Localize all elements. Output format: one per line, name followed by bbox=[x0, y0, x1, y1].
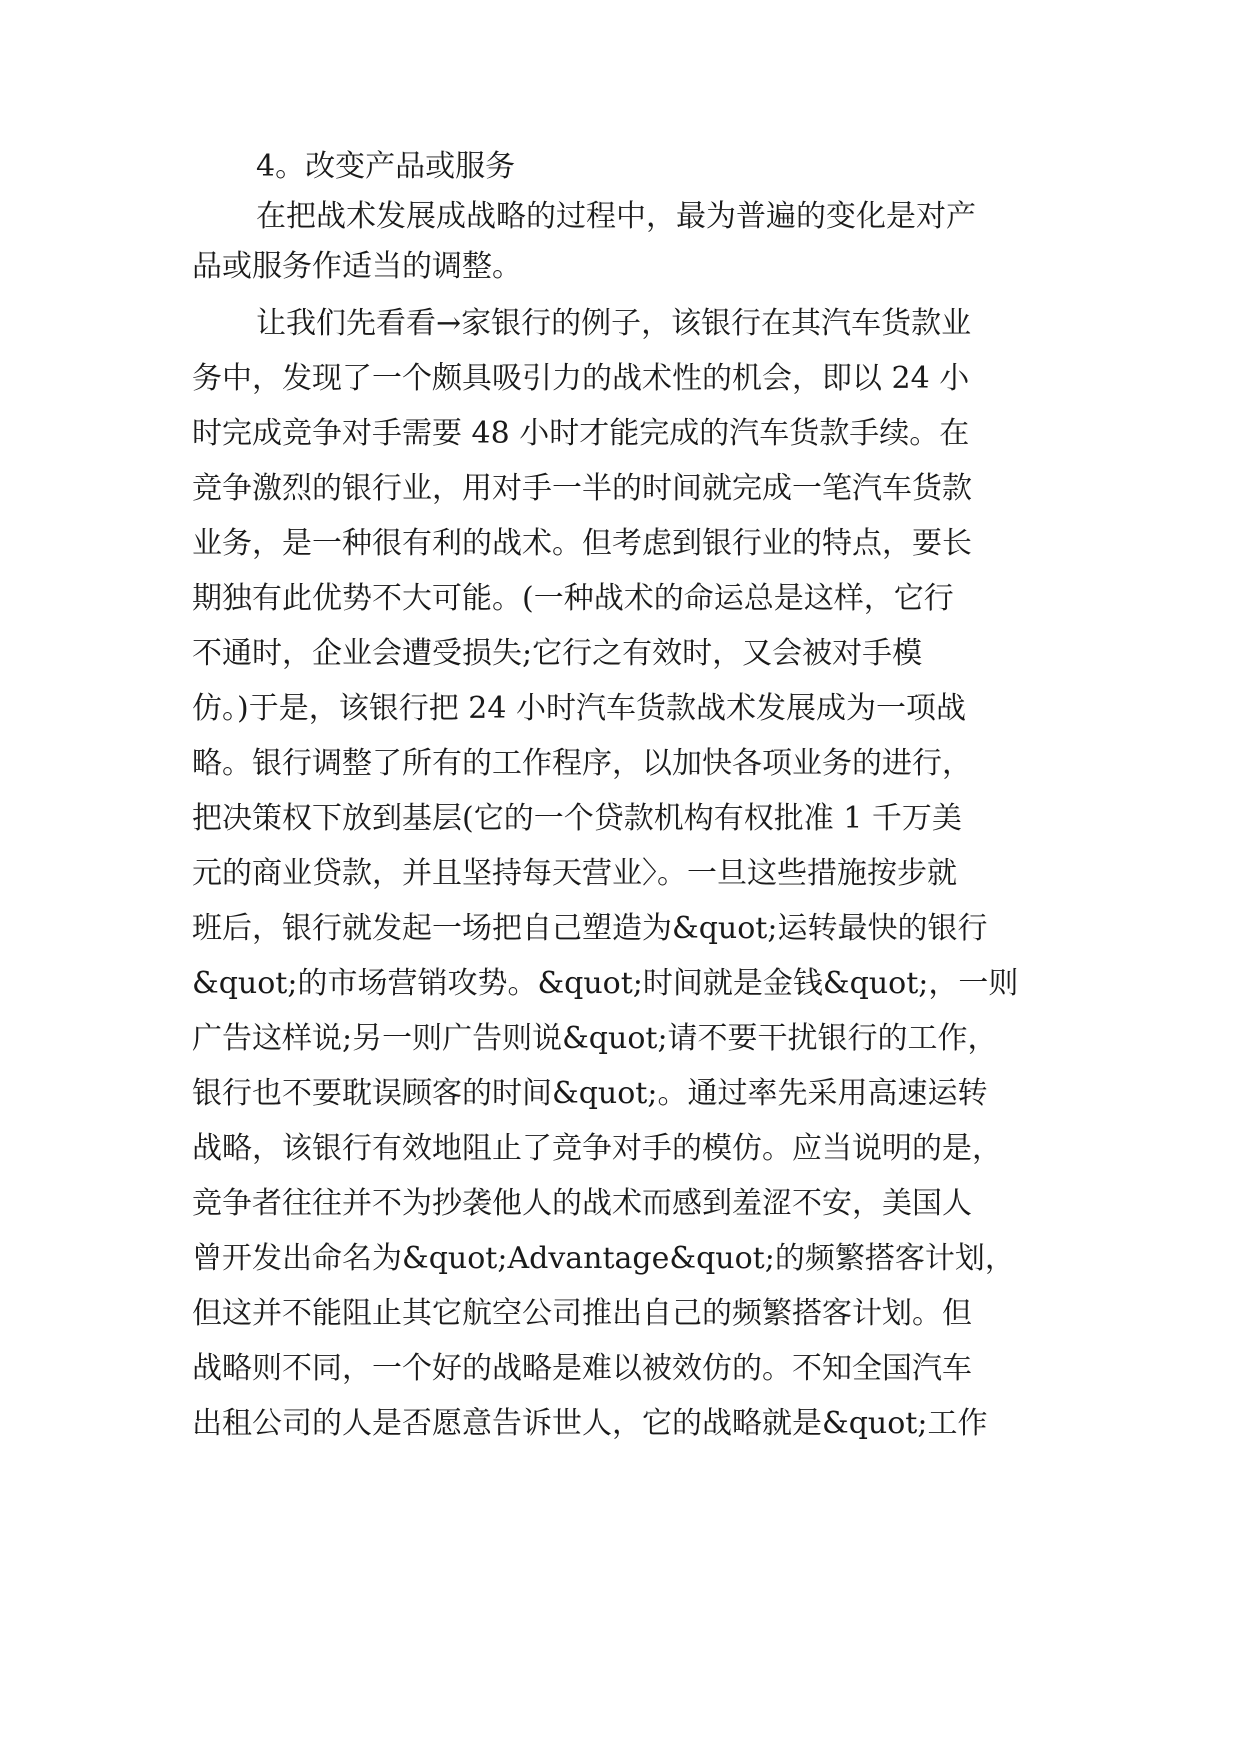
paragraph-line: 期独有此优势不大可能。(一种战术的命运总是这样，它行 bbox=[192, 581, 954, 616]
paragraph-line: 略。银行调整了所有的工作程序，以加快各项业务的进行， bbox=[192, 746, 972, 781]
paragraph-line: 元的商业贷款，并且坚持每天营业〉。一旦这些措施按步就 bbox=[192, 856, 957, 891]
paragraph-line: 广告这样说;另一则广告则说&quot;请不要干扰银行的工作， bbox=[192, 1021, 998, 1056]
paragraph-line: 业务，是一种很有利的战术。但考虑到银行业的特点，要长 bbox=[192, 526, 972, 561]
paragraph-line: 战略则不同，一个好的战略是难以被效仿的。不知全国汽车 bbox=[192, 1351, 972, 1386]
paragraph-line: 让我们先看看→家银行的例子，该银行在其汽车货款业 bbox=[256, 306, 972, 341]
paragraph-line: 班后，银行就发起一场把自己塑造为&quot;运转最快的银行 bbox=[192, 911, 988, 946]
paragraph-line: 银行也不要耽误顾客的时间&quot;。通过率先采用高速运转 bbox=[192, 1076, 988, 1111]
paragraph-line: 曾开发出命名为&quot;Advantage&quot;的频繁搭客计划， bbox=[192, 1241, 1015, 1276]
paragraph-line: 品或服务作适当的调整。 bbox=[192, 249, 522, 284]
paragraph-line: 仿。)于是，该银行把 24 小时汽车货款战术发展成为一项战 bbox=[192, 691, 966, 726]
section-heading: 4。改变产品或服务 bbox=[256, 149, 516, 184]
paragraph-line: 战略，该银行有效地阻止了竞争对手的模仿。应当说明的是， bbox=[192, 1131, 1002, 1166]
paragraph-line: 竞争者往往并不为抄袭他人的战术而感到羞涩不安，美国人 bbox=[192, 1186, 972, 1221]
paragraph-line: 把决策权下放到基层(它的一个贷款机构有权批准 1 千万美 bbox=[192, 801, 962, 836]
paragraph-line: 不通时，企业会遭受损失;它行之有效时，又会被对手模 bbox=[192, 636, 923, 671]
paragraph-line: 在把战术发展成战略的过程中，最为普遍的变化是对产 bbox=[256, 199, 976, 234]
paragraph-line: 出租公司的人是否愿意告诉世人，它的战略就是&quot;工作 bbox=[192, 1406, 988, 1441]
paragraph-line: 务中，发现了一个颇具吸引力的战术性的机会，即以 24 小 bbox=[192, 361, 970, 396]
paragraph-line: 但这并不能阻止其它航空公司推出自己的频繁搭客计划。但 bbox=[192, 1296, 972, 1331]
paragraph-line: 时完成竞争对手需要 48 小时才能完成的汽车货款手续。在 bbox=[192, 416, 970, 451]
paragraph-line: 竞争激烈的银行业，用对手一半的时间就完成一笔汽车货款 bbox=[192, 471, 972, 506]
paragraph-line: &quot;的市场营销攻势。&quot;时间就是金钱&quot;，一则 bbox=[192, 966, 1019, 1001]
